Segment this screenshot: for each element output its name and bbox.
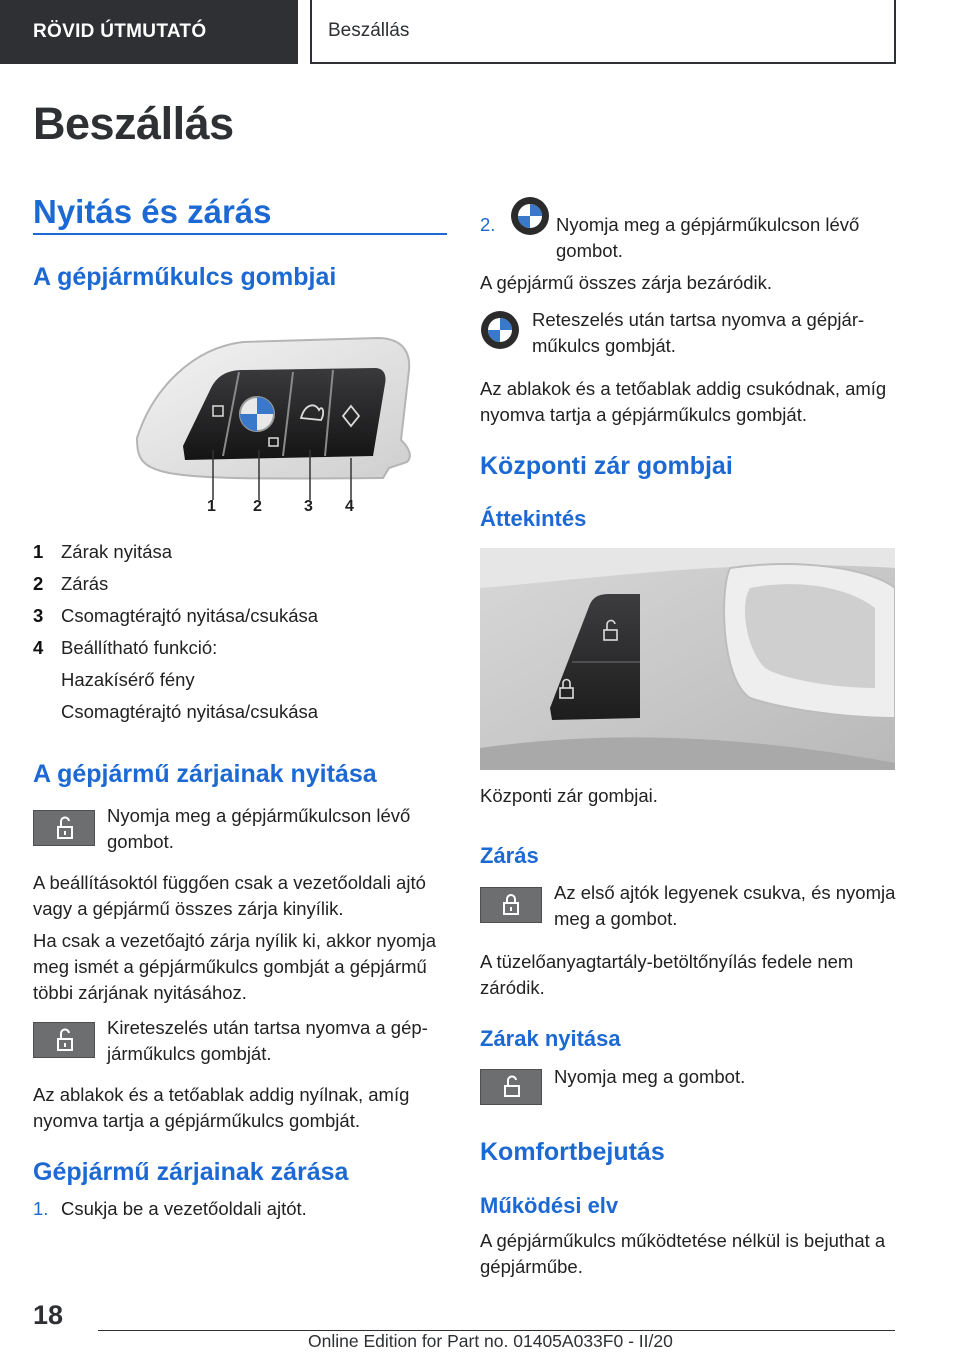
open-paragraph-1: Nyomja meg a gombot. [554, 1066, 746, 1087]
unlock-button-icon [33, 1022, 95, 1058]
unlock-paragraph-4: Kireteszelés után tartsa nyomva a gép-járműkulcs gombját. [107, 1017, 428, 1064]
unlock-paragraph-1: Nyomja meg a gépjárműkulcson lévő gombot. [107, 805, 411, 852]
door-panel-image [480, 548, 895, 770]
unlock-button-icon [480, 1069, 542, 1105]
key-buttons-heading: A gépjárműkulcs gombjai [33, 263, 337, 291]
close-heading: Zárás [480, 843, 539, 868]
unlock-paragraph-3: Ha csak a vezetőajtó zárja nyílik ki, akkor nyomja meg ismét a gépjárműkulcs gombját a gépjármű többi zárjának nyitásához. [33, 930, 437, 1003]
lock-step-2-number: 2. [480, 214, 496, 235]
unlock-paragraph-2: A beállításoktól függően csak a vezetőoldali ajtó vagy a gépjármű összes zárja kinyílik. [33, 872, 426, 919]
legend-item: 4 Beállítható funkció: [33, 637, 218, 658]
lock-step-2-line1: Nyomja meg a gépjárműkulcson lévő gombot. [556, 214, 860, 261]
central-lock-heading: Központi zár gombjai [480, 452, 733, 480]
unlock-paragraph-5: Az ablakok és a tetőablak addig nyílnak, amíg nyomva tartja a gépjárműkulcs gombját. [33, 1084, 410, 1131]
lock-paragraph-1: A gépjármű összes zárja bezáródik. [480, 272, 773, 293]
bmw-logo-icon [510, 196, 550, 241]
legend-subitem: Hazakísérő fény [61, 669, 195, 690]
principle-paragraph: A gépjárműkulcs működtetése nélkül is bejuthat a gépjárműbe. [480, 1230, 886, 1277]
key-callout-1: 1 [207, 498, 216, 515]
key-callout-4: 4 [345, 498, 354, 515]
door-panel-illustration [480, 548, 895, 770]
unlock-button-icon [33, 810, 95, 846]
legend-item: 2 Zárás [33, 573, 109, 594]
section-heading-open-close: Nyitás és zárás [33, 193, 272, 230]
principle-heading: Működési elv [480, 1193, 619, 1218]
key-callout-2: 2 [253, 498, 262, 515]
legend-subitem: Csomagtérajtó nyitása/csukása [61, 701, 319, 722]
open-heading: Zárak nyitása [480, 1026, 621, 1051]
legend-item: 3 Csomagtérajtó nyitása/csukása [33, 605, 319, 626]
lock-step-1: 1. Csukja be a vezetőoldali ajtót. [33, 1198, 307, 1219]
page-title: Beszállás [33, 98, 234, 149]
key-fob-image [93, 328, 423, 518]
footer-edition: Online Edition for Part no. 01405A033F0 - II/20 [308, 1331, 673, 1351]
comfort-access-heading: Komfortbejutás [480, 1138, 665, 1166]
lock-heading: Gépjármű zárjainak zárása [33, 1158, 349, 1186]
page-number: 18 [33, 1300, 64, 1330]
header-section-tab: RÖVID ÚTMUTATÓ [0, 0, 298, 64]
bmw-logo-icon [480, 310, 520, 355]
overview-caption: Központi zár gombjai. [480, 785, 658, 806]
close-paragraph-1: Az első ajtók legyenek csukva, és nyomja meg a gombot. [554, 882, 896, 929]
key-fob-illustration [93, 328, 423, 518]
lock-paragraph-3: Az ablakok és a tetőablak addig csukódnak, amíg nyomva tartja a gépjárműkulcs gombját. [480, 378, 887, 425]
unlock-heading: A gépjármű zárjainak nyitása [33, 760, 377, 788]
legend-item: 1 Zárak nyitása [33, 541, 173, 562]
key-callout-3: 3 [304, 498, 313, 515]
header-bar [0, 0, 960, 66]
header-chapter-tab: Beszállás [310, 0, 896, 64]
close-paragraph-2: A tüzelőanyagtartály-betöltőnyílás fedele nem záródik. [480, 951, 854, 998]
overview-heading: Áttekintés [480, 506, 587, 531]
section-heading-rule [33, 233, 447, 235]
lock-paragraph-2: Reteszelés után tartsa nyomva a gépjár-műkulcs gombját. [532, 309, 865, 356]
lock-button-icon [480, 887, 542, 923]
